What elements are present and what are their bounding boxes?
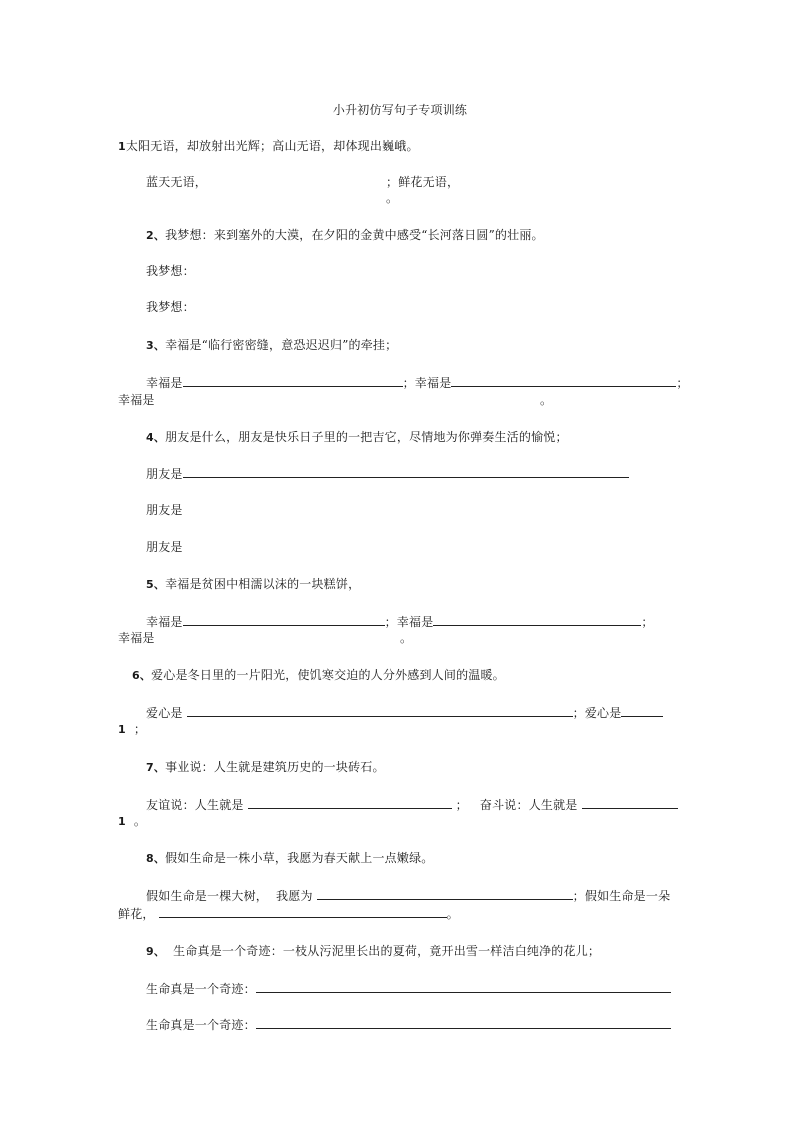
- answer-prefix: 爱心是: [146, 706, 183, 720]
- question-5: [146, 577, 360, 592]
- answer-prefix: 我愿为: [276, 889, 313, 903]
- question-8: [146, 851, 433, 866]
- question-number: 6、: [132, 669, 152, 682]
- answer-blank[interactable]: [248, 797, 452, 809]
- question-1: [118, 139, 419, 154]
- q9-answer-line-2: [146, 1017, 671, 1032]
- answer-blank[interactable]: [256, 1017, 671, 1029]
- q5-answer-line-2b: 。: [400, 631, 413, 645]
- answer-blank[interactable]: [187, 705, 573, 717]
- answer-prefix: ；幸福是: [384, 615, 434, 629]
- answer-blank[interactable]: [433, 614, 641, 626]
- answer-prefix: ；假如生命是一朵: [572, 889, 671, 903]
- q6-answer-line-2: [118, 722, 146, 737]
- answer-blank[interactable]: [183, 466, 629, 478]
- answer-suffix: 。: [446, 907, 459, 921]
- question-example: 太阳无语，却放射出光辉；高山无语，却体现出巍峨。: [125, 139, 419, 153]
- q9-answer-line-1: [146, 981, 671, 996]
- page-title: 小升初仿写句子专项训练: [332, 103, 468, 117]
- q1-answer-line-1a: 蓝天无语，: [146, 175, 208, 189]
- question-example: 朋友是什么，朋友是快乐日子里的一把吉它，尽情地为你弹奏生活的愉悦；: [165, 430, 568, 444]
- question-example: 生命真是一个奇迹：一枝从污泥里长出的夏荷，竟开出雪一样洁白纯净的花儿；: [173, 944, 601, 958]
- answer-prefix: 幸福是: [146, 615, 183, 629]
- q8-answer-line-2: [118, 906, 459, 921]
- answer-prefix: 幸福是: [146, 376, 183, 390]
- answer-prefix: 生命真是一个奇迹：: [146, 1018, 256, 1032]
- answer-prefix: 鲜花，: [118, 907, 155, 921]
- question-number: 3、: [146, 339, 166, 352]
- line-number: 1: [118, 815, 126, 828]
- question-number: 7、: [146, 761, 166, 774]
- q3-answer-line-2b: 。: [540, 393, 553, 407]
- question-number: 1: [118, 140, 126, 153]
- answer-prefix: 生命真是一个奇迹：: [146, 982, 256, 996]
- answer-blank[interactable]: [256, 981, 671, 993]
- question-3: [146, 338, 397, 353]
- q5-answer-line-2a: 幸福是: [118, 631, 155, 645]
- question-number: 9、: [146, 945, 166, 958]
- answer-prefix: 假如生命是一棵大树，: [146, 889, 269, 903]
- answer-blank[interactable]: [582, 797, 678, 809]
- question-2: [146, 228, 544, 243]
- q7-answer-line-2: [118, 814, 146, 829]
- q2-answer-line-2: 我梦想：: [146, 300, 195, 314]
- line-number: 1: [118, 723, 126, 736]
- question-number: 2、: [146, 229, 166, 242]
- answer-blank[interactable]: [451, 375, 676, 387]
- answer-suffix: ；: [676, 376, 689, 390]
- answer-blank[interactable]: [317, 888, 573, 900]
- q3-answer-line-1: [146, 375, 689, 390]
- answer-suffix: ；: [641, 615, 654, 629]
- question-example: 幸福是“临行密密缝，意恐迟迟归”的牵挂；: [165, 338, 398, 352]
- question-number: 8、: [146, 852, 166, 865]
- answer-suffix: ；: [455, 798, 468, 812]
- question-example: 幸福是贫困中相濡以沫的一块糕饼，: [165, 577, 361, 591]
- question-example: 我梦想：来到塞外的大漠，在夕阳的金黄中感受“长河落日圆”的壮丽。: [165, 228, 544, 242]
- q4-answer-line-2: 朋友是: [146, 503, 183, 517]
- answer-prefix: 友谊说：人生就是: [146, 798, 244, 812]
- answer-blank[interactable]: [621, 705, 663, 717]
- answer-prefix: 奋斗说：人生就是: [479, 798, 578, 812]
- q7-answer-line-1: [146, 797, 678, 812]
- q2-answer-line-1: 我梦想：: [146, 264, 195, 278]
- q5-answer-line-1: [146, 614, 654, 629]
- q6-answer-line-1: [146, 705, 663, 720]
- question-example: 事业说：人生就是建筑历史的一块砖石。: [165, 760, 385, 774]
- q8-answer-line-1: [146, 888, 670, 903]
- answer-blank[interactable]: [183, 614, 385, 626]
- question-4: [146, 430, 568, 445]
- question-number: 5、: [146, 578, 166, 591]
- answer-blank[interactable]: [183, 375, 403, 387]
- q1-answer-line-1b: ；鲜花无语，: [386, 175, 460, 189]
- question-7: [146, 760, 385, 775]
- answer-prefix: ；幸福是: [402, 376, 452, 390]
- q4-answer-line-3: 朋友是: [146, 540, 183, 554]
- answer-prefix: ；爱心是: [572, 706, 622, 720]
- question-example: 爱心是冬日里的一片阳光，使饥寒交迫的人分外感到人间的温暖。: [151, 668, 505, 682]
- question-9: [146, 944, 600, 959]
- answer-suffix: 。: [133, 814, 147, 828]
- question-example: 假如生命是一株小草，我愿为春天献上一点嫩绿。: [165, 851, 434, 865]
- answer-prefix: 朋友是: [146, 467, 183, 481]
- question-number: 4、: [146, 431, 166, 444]
- answer-blank[interactable]: [159, 906, 447, 918]
- question-6: [132, 668, 505, 683]
- q3-answer-line-2a: 幸福是: [118, 393, 155, 407]
- q4-answer-line-1: [146, 466, 629, 481]
- answer-suffix: ；: [133, 722, 147, 736]
- q1-answer-line-2: 。: [386, 191, 399, 205]
